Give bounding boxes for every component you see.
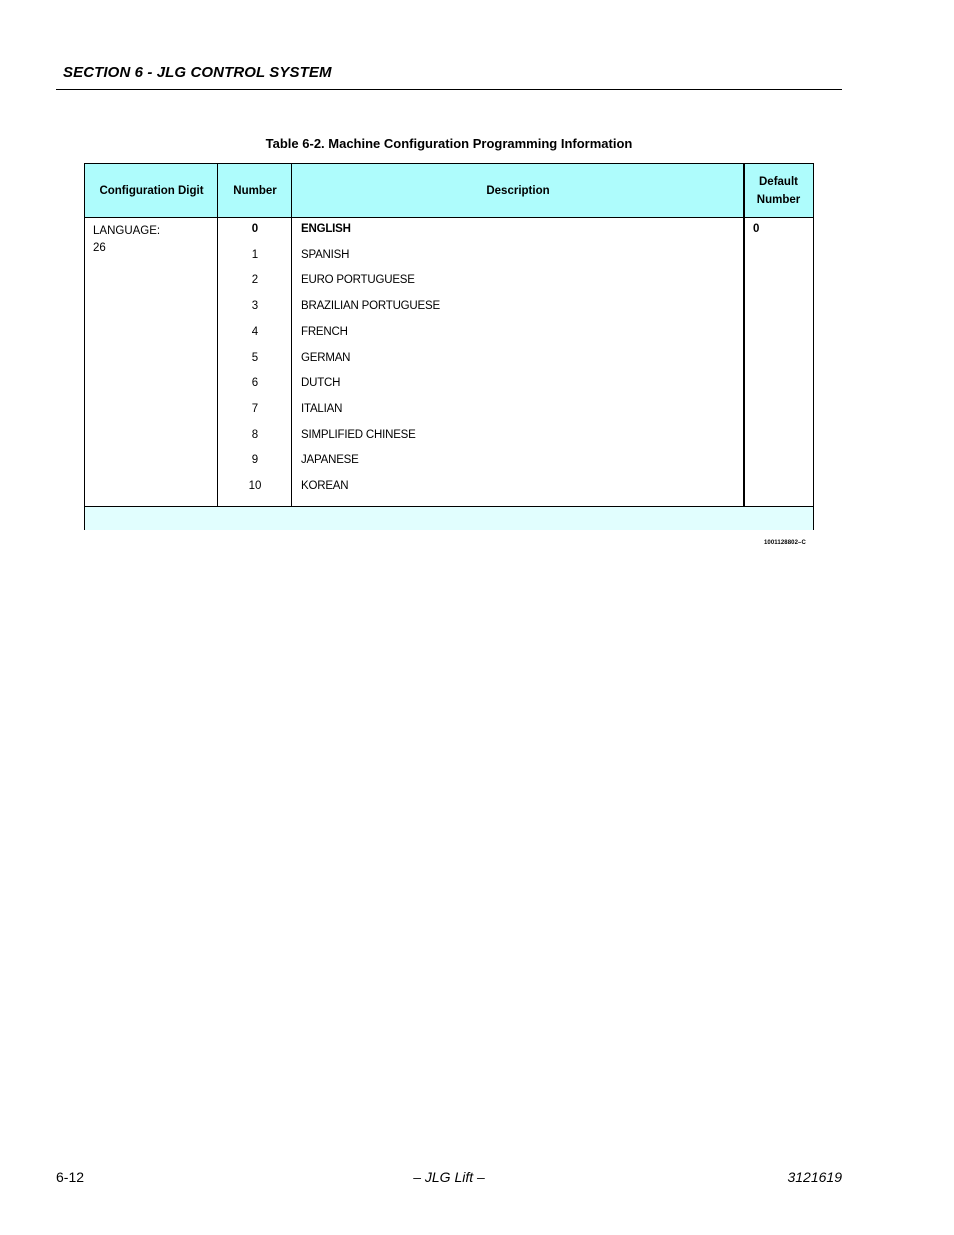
row-description: DUTCH [301, 377, 341, 389]
column-header-default-line2: Number [756, 193, 801, 206]
table-row [85, 449, 813, 474]
section-title: SECTION 6 - JLG CONTROL SYSTEM [63, 64, 332, 81]
table-footer-band [85, 506, 813, 530]
row-number: 7 [251, 403, 259, 415]
table-row [85, 321, 813, 346]
row-number: 3 [251, 300, 259, 312]
row-number: 8 [251, 429, 259, 441]
row-description: KOREAN [301, 480, 349, 492]
table-row [85, 398, 813, 423]
row-description: FRENCH [301, 326, 348, 338]
row-number: 1 [251, 249, 259, 261]
table-body [85, 218, 813, 507]
table-row [85, 475, 813, 500]
table-row [85, 295, 813, 320]
table-row [85, 218, 813, 243]
table-row [85, 372, 813, 397]
config-label: LANGUAGE: [93, 225, 161, 237]
column-header-number: Number [233, 184, 277, 197]
row-description: ITALIAN [301, 403, 343, 415]
table-row [85, 244, 813, 269]
row-number: 6 [251, 377, 259, 389]
config-table [84, 163, 814, 530]
row-description: BRAZILIAN PORTUGUESE [301, 300, 440, 312]
figure-id: 1001128802–C [764, 540, 806, 546]
table-row [85, 347, 813, 372]
row-number: 2 [251, 274, 259, 286]
page-number: 6-12 [56, 1169, 85, 1185]
table-header-row [85, 164, 813, 218]
column-header-description: Description [486, 184, 550, 197]
config-digit-value: 26 [93, 242, 106, 254]
row-description: SIMPLIFIED CHINESE [301, 429, 416, 441]
row-description: EURO PORTUGUESE [301, 274, 415, 286]
footer-center-text: – JLG Lift – [413, 1169, 485, 1185]
default-number-value: 0 [753, 223, 760, 235]
row-number: 0 [251, 223, 259, 235]
row-description: ENGLISH [301, 223, 351, 235]
row-description: JAPANESE [301, 454, 359, 466]
table-row [85, 424, 813, 449]
row-description: SPANISH [301, 249, 350, 261]
doc-number: 3121619 [787, 1169, 842, 1185]
row-number: 5 [251, 352, 259, 364]
row-number: 10 [248, 480, 262, 492]
row-description: GERMAN [301, 352, 351, 364]
row-number: 4 [251, 326, 259, 338]
table-row [85, 269, 813, 294]
column-header-config-digit: Configuration Digit [99, 184, 204, 197]
column-header-default-line1: Default [759, 175, 798, 188]
header-rule [56, 89, 842, 90]
row-number: 9 [251, 454, 259, 466]
table-caption: Table 6-2. Machine Configuration Programming Information [265, 136, 633, 151]
column-header-default-number [744, 164, 813, 217]
